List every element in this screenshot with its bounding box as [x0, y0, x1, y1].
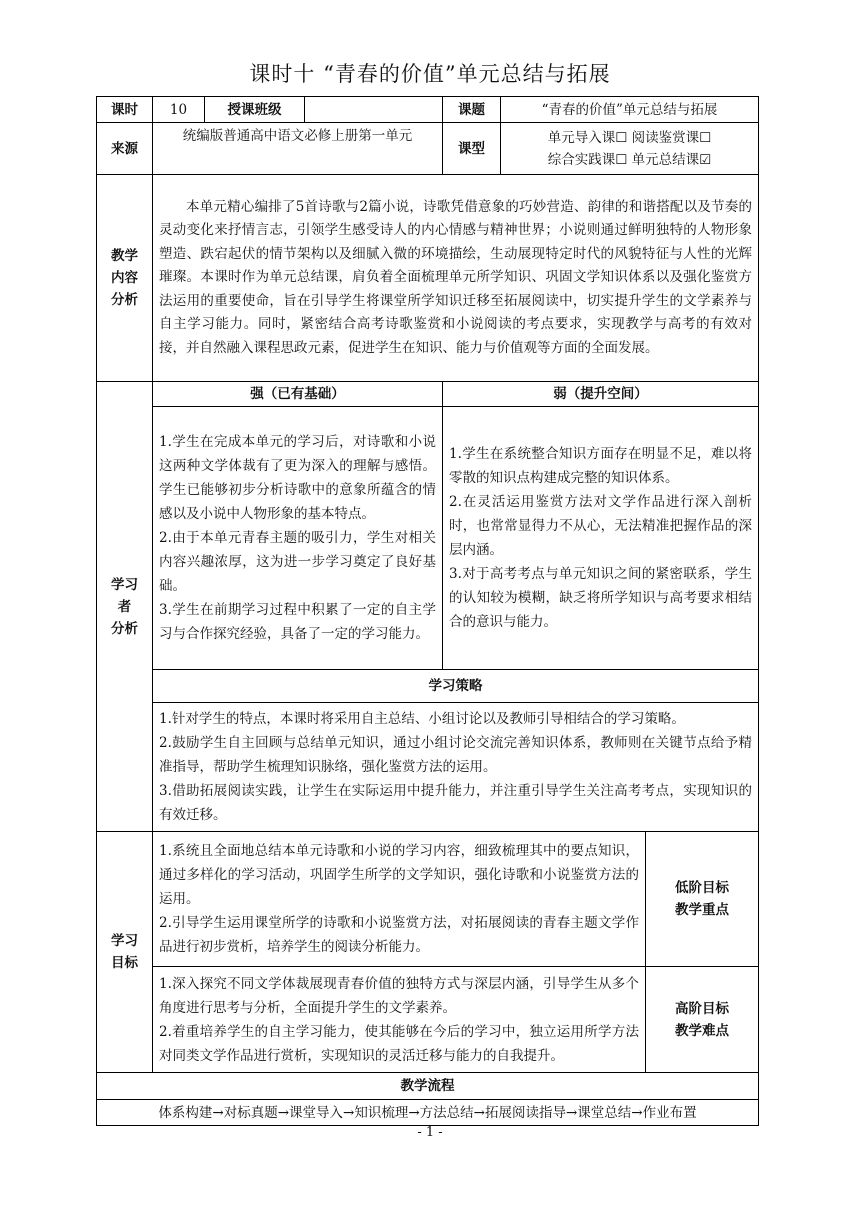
lesson-label: 课时	[97, 97, 153, 123]
strong-item-2: 2.由于本单元青春主题的吸引力，学生对相关内容兴趣浓厚，这为进一步学习奠定了良好基础。	[159, 530, 436, 594]
lesson-plan-table-wrapper	[96, 96, 758, 1120]
lesson-value: 10	[153, 97, 205, 123]
high-objectives-tag	[646, 967, 759, 1073]
source-value: 统编版普通高中语文必修上册第一单元	[153, 123, 443, 175]
page-title: 课时十 “青春的价值”单元总结与拓展	[249, 62, 611, 86]
high-objectives-row	[97, 967, 759, 1073]
content-analysis-row	[97, 175, 759, 382]
content-analysis-text-cell	[153, 175, 759, 382]
learner-analysis-content-row	[97, 407, 759, 670]
weak-item-1: 1.学生在系统整合知识方面存在明显不足，难以将零散的知识点构建成完整的知识体系。	[449, 446, 752, 486]
high-objectives-content	[153, 967, 646, 1073]
weak-item-2: 2.在灵活运用鉴赏方法对文学作品进行深入剖析时，也常常显得力不从心，无法精准把握作品的深层内涵。	[449, 494, 752, 558]
high-tag-1: 高阶目标	[675, 1000, 729, 1017]
strong-item-3: 3.学生在前期学习过程中积累了一定的自主学习与合作探究经验，具备了一定的学习能力。	[159, 602, 436, 642]
high-objective-2: 2.着重培养学生的自主学习能力，使其能够在今后的学习中，独立运用所学方法对同类文学作品进行赏析，实现知识的灵活迁移与能力的自我提升。	[159, 1023, 639, 1064]
process-title-row	[97, 1073, 759, 1100]
class-label: 授课班级	[205, 97, 305, 123]
learner-analysis-label-3: 分析	[111, 620, 138, 637]
low-objectives-row	[97, 832, 759, 967]
lesson-plan-table	[96, 96, 759, 1126]
topic-value: “青春的价值”单元总结与拓展	[501, 97, 759, 123]
header-row-1	[97, 97, 759, 123]
high-objective-1: 1.深入探究不同文学体裁展现青春价值的独特方式与深层内涵，引导学生从多个角度进行思考与分析，全面提升学生的文学素养。	[159, 975, 639, 1016]
type-options-line-2: 综合实践课☐ 单元总结课☑	[547, 151, 712, 168]
lesson-type-options	[501, 123, 759, 175]
type-label: 课型	[443, 123, 501, 175]
type-options-line-1: 单元导入课☐ 阅读鉴赏课☐	[547, 129, 712, 146]
content-analysis-label-2: 内容	[111, 270, 138, 286]
learner-analysis-label-1: 学习	[111, 576, 138, 593]
weak-header: 弱（提升空间）	[443, 382, 759, 407]
strong-header: 强（已有基础）	[153, 382, 443, 407]
strong-item-1: 1.学生在完成本单元的学习后，对诗歌和小说这两种文学体裁有了更为深入的理解与感悟。学生已能够初步分析诗歌中的意象所蕴含的情感以及小说中人物形象的基本特点。	[159, 434, 436, 522]
objectives-label-1: 学习	[111, 933, 138, 949]
learner-analysis-label	[97, 382, 153, 832]
strategy-title-row	[97, 670, 759, 703]
strategy-item-3: 3.借助拓展阅读实践，让学生在实际运用中提升能力，并注重引导学生关注高考考点，实现知识的有效迁移。	[159, 783, 752, 823]
low-objectives-content	[153, 832, 646, 967]
strategy-content-row	[97, 703, 759, 832]
topic-label: 课题	[443, 97, 501, 123]
process-flow: 体系构建→对标真题→课堂导入→知识梳理→方法总结→拓展阅读指导→课堂总结→作业布置	[97, 1100, 759, 1126]
strategy-item-2: 2.鼓励学生自主回顾与总结单元知识，通过小组讨论交流完善知识体系，教师则在关键节点给予精准指导，帮助学生梳理知识脉络，强化鉴赏方法的运用。	[159, 735, 752, 775]
header-row-2	[97, 123, 759, 175]
page-number: - 1 -	[417, 1125, 443, 1140]
process-title: 教学流程	[97, 1073, 759, 1100]
class-value	[305, 97, 443, 123]
low-tag-2: 教学重点	[675, 902, 729, 918]
process-flow-row	[97, 1100, 759, 1126]
objectives-label-2: 目标	[111, 955, 138, 971]
weak-content	[443, 407, 759, 670]
low-tag-1: 低阶目标	[675, 880, 729, 896]
content-analysis-label-3: 分析	[111, 292, 138, 308]
low-objective-1: 1.系统且全面地总结本单元诗歌和小说的学习内容，细致梳理其中的要点知识，通过多样化的学习活动，巩固学生所学的文学知识，强化诗歌和小说鉴赏方法的运用。	[159, 843, 639, 907]
source-label: 来源	[97, 123, 153, 175]
strategy-item-1: 1.针对学生的特点，本课时将采用自主总结、小组讨论以及教师引导相结合的学习策略。	[159, 711, 685, 727]
weak-item-3: 3.对于高考考点与单元知识之间的紧密联系，学生的认知较为模糊，缺乏将所学知识与高考要求相结合的意识与能力。	[449, 566, 752, 630]
low-objectives-tag	[646, 832, 759, 967]
learner-analysis-header-row	[97, 382, 759, 407]
strong-content	[153, 407, 443, 670]
objectives-label	[97, 832, 153, 1073]
content-analysis-label-1: 教学	[111, 248, 138, 264]
strategy-title: 学习策略	[153, 670, 759, 703]
low-objective-2: 2.引导学生运用课堂所学的诗歌和小说鉴赏方法，对拓展阅读的青春主题文学作品进行初步赏析，培养学生的阅读分析能力。	[159, 915, 639, 955]
learner-analysis-label-2: 者	[117, 598, 132, 615]
content-analysis-text: 本单元精心编排了5首诗歌与2篇小说，诗歌凭借意象的巧妙营造、韵律的和谐搭配以及节奏的灵动变化来抒情言志，引领学生感受诗人的内心情感与精神世界；小说则通过鲜明独特的人物形象塑造、跌宕起伏的情节架构以及细腻入微的环境描绘，生动展现特定时代的风貌特征与人性的光辉璀璨。本课时作为单元总结课，肩负着全面梳理单元所学知识、巩固文学知识体系以及强化鉴赏方法运用的重要使命，旨在引导学生将课堂所学知识迁移至拓展阅读中，切实提升学生的文学素养与自主学习能力。同时，紧密结合高考诗歌鉴赏和小说阅读的考点要求，实现教学与高考的有效对接，并自然融入课程思政元素，促进学生在知识、能力与价值观等方面的全面发展。	[159, 198, 752, 356]
high-tag-2: 教学难点	[675, 1022, 729, 1039]
content-analysis-label	[97, 175, 153, 382]
strategy-content	[153, 703, 759, 832]
